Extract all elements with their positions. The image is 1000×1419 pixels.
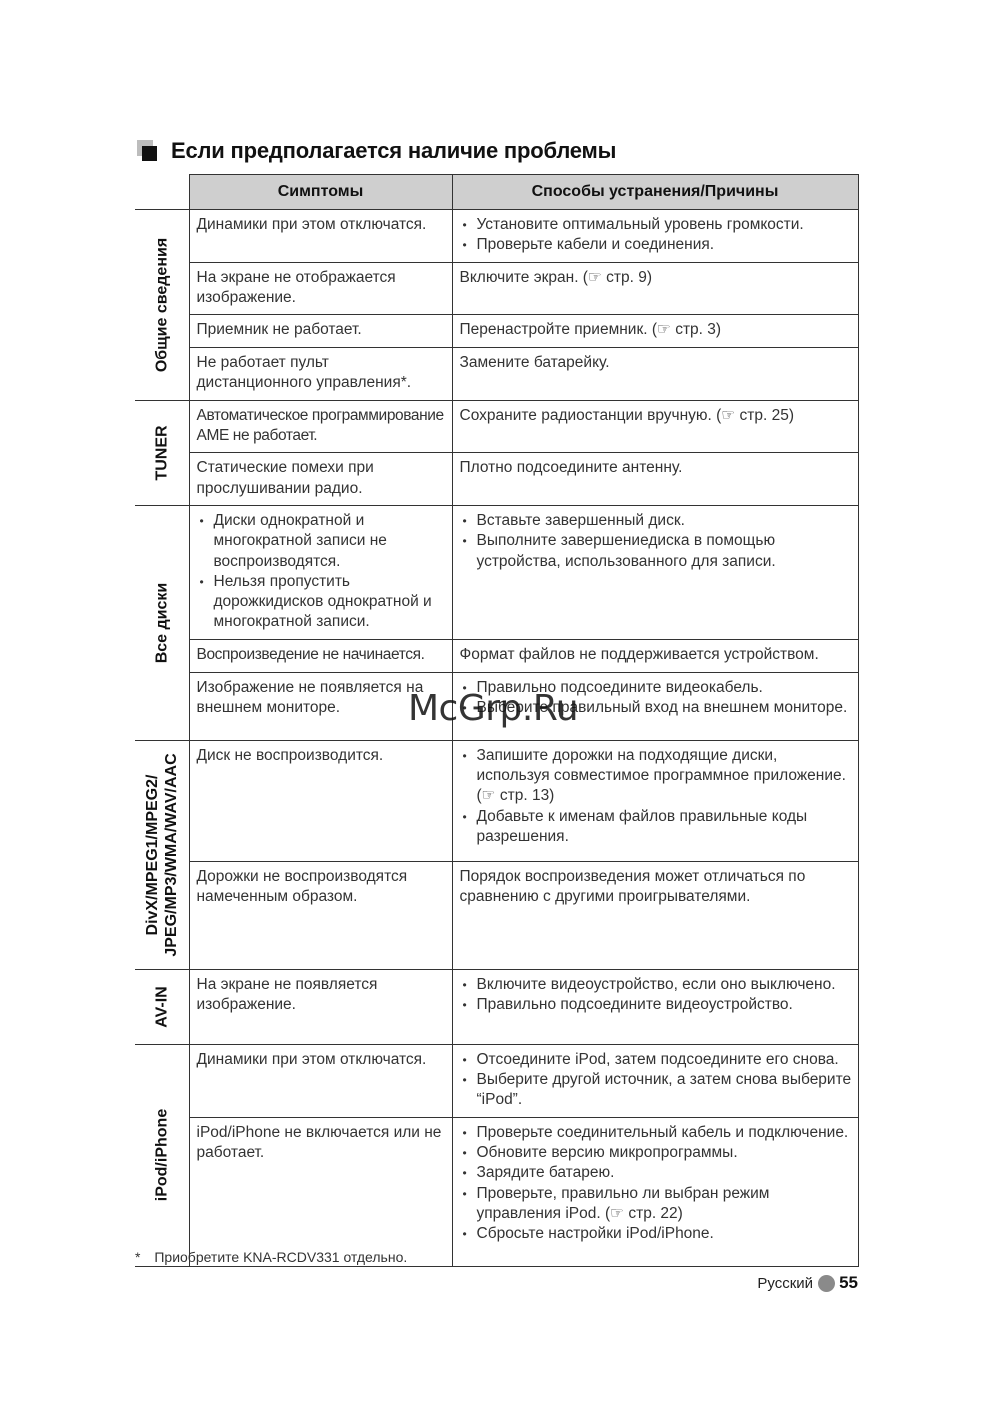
table-row xyxy=(135,740,858,861)
troubleshooting-table xyxy=(135,174,859,1267)
symptom-item: • Диски однократной и многократной записи не воспроизводятся. xyxy=(197,511,446,572)
remedy-item: • Обновите версию микропрограммы. xyxy=(460,1143,852,1163)
table-row xyxy=(135,969,858,1044)
remedy-cell xyxy=(452,1117,858,1266)
table-header-row xyxy=(135,175,858,210)
symptom-cell: iPod/iPhone не включается или не работает. xyxy=(189,1117,452,1266)
symptom-cell: Изображение не появляется на внешнем мониторе. xyxy=(189,672,452,740)
symptom-cell: На экране не появляется изображение. xyxy=(189,969,452,1044)
remedy-item: • Вставьте завершенный диск. xyxy=(460,511,852,531)
symptom-cell: Диск не воспроизводится. xyxy=(189,740,452,861)
remedy-item: • Отсоедините iPod, затем подсоедините его снова. xyxy=(460,1050,852,1070)
category-cell xyxy=(135,400,189,505)
header-remedies: Способы устранения/Причины xyxy=(452,175,858,210)
remedy-cell: Формат файлов не поддерживается устройством. xyxy=(452,639,858,672)
remedy-cell: Порядок воспроизведения может отличаться по сравнению с другими проигрывателями. xyxy=(452,861,858,969)
remedy-item: • Сбросьте настройки iPod/iPhone. xyxy=(460,1224,852,1244)
table-row xyxy=(135,315,858,348)
table-row xyxy=(135,348,858,401)
category-cell xyxy=(135,210,189,401)
remedy-item: • Проверьте соединительный кабель и подключение. xyxy=(460,1123,852,1143)
table-row xyxy=(135,1044,858,1117)
table-row xyxy=(135,639,858,672)
category-label: AV-IN xyxy=(153,986,171,1028)
remedy-item: • Проверьте, правильно ли выбран режим управления iPod. (☞ стр. 22) xyxy=(460,1184,852,1225)
symptom-cell: Автоматическое программирование AME не работает. xyxy=(189,400,452,453)
header-blank-cell xyxy=(135,175,189,210)
remedy-item: • Установите оптимальный уровень громкости. xyxy=(460,215,852,235)
category-label-line: DivX/MPEG1/MPEG2/ xyxy=(143,774,161,936)
symptom-cell: Статические помехи при прослушивании радио. xyxy=(189,453,452,506)
symptom-cell: Динамики при этом отключатся. xyxy=(189,1044,452,1117)
remedy-cell: Замените батарейку. xyxy=(452,348,858,401)
footer-language: Русский xyxy=(757,1274,814,1292)
footnote xyxy=(135,1249,407,1265)
footnote-text: Приобретите KNA-RCDV331 отдельно. xyxy=(154,1249,408,1265)
table-row xyxy=(135,505,858,639)
circle-icon xyxy=(818,1275,835,1292)
remedy-cell xyxy=(452,740,858,861)
symptom-cell: Приемник не работает. xyxy=(189,315,452,348)
remedy-item: • Проверьте кабели и соединения. xyxy=(460,235,852,255)
remedy-item: • Выполните завершениедиска в помощью устройства, использованного для записи. xyxy=(460,531,852,572)
symptom-cell: Не работает пульт дистанционного управления*. xyxy=(189,348,452,401)
category-label xyxy=(143,753,181,956)
symptom-cell: Динамики при этом отключатся. xyxy=(189,210,452,263)
remedy-cell: Перенастройте приемник. (☞ стр. 3) xyxy=(452,315,858,348)
category-label: TUNER xyxy=(153,425,171,481)
category-label: iPod/iPhone xyxy=(153,1108,171,1202)
remedy-item: • Запишите дорожки на подходящие диски, используя совместимое программное приложение. (☞ стр. 13) xyxy=(460,746,852,807)
symptom-item: • Нельзя пропустить дорожкидисков однократной и многократной записи. xyxy=(197,572,446,633)
table-row xyxy=(135,672,858,740)
symptom-cell: Дорожки не воспроизводятся намеченным образом. xyxy=(189,861,452,969)
remedy-cell: Сохраните радиостанции вручную. (☞ стр. 25) xyxy=(452,400,858,453)
symptom-cell xyxy=(189,505,452,639)
table-row xyxy=(135,400,858,453)
remedy-cell xyxy=(452,210,858,263)
remedy-cell xyxy=(452,505,858,639)
category-label: Общие сведения xyxy=(153,237,171,373)
remedy-item: • Правильно подсоедините видеокабель. xyxy=(460,678,852,698)
remedy-item: • Выберите правильный вход на внешнем мониторе. xyxy=(460,698,852,718)
remedy-cell xyxy=(452,969,858,1044)
category-cell xyxy=(135,1044,189,1266)
category-label-line: JPEG/MP3/WMA/WAV/AAC xyxy=(162,753,180,957)
header-symptoms: Симптомы xyxy=(189,175,452,210)
page-footer xyxy=(757,1273,858,1293)
watermark: McGrp.Ru xyxy=(408,688,579,729)
remedy-item: • Выберите другой источник, а затем снова выберите “iPod”. xyxy=(460,1070,852,1111)
symptom-cell: Воспроизведение не начинается. xyxy=(189,639,452,672)
remedy-item: • Добавьте к именам файлов правильные коды разрешения. xyxy=(460,807,852,848)
page-title-block xyxy=(137,138,616,164)
remedy-item: • Включите видеоустройство, если оно выключено. xyxy=(460,975,852,995)
remedy-cell xyxy=(452,672,858,740)
page-number: 55 xyxy=(839,1273,858,1292)
remedy-cell: Плотно подсоедините антенну. xyxy=(452,453,858,506)
footnote-mark: * xyxy=(135,1249,141,1265)
category-cell xyxy=(135,969,189,1044)
remedy-cell: Включите экран. (☞ стр. 9) xyxy=(452,262,858,315)
section-square-icon xyxy=(137,140,159,162)
symptom-cell: На экране не отображается изображение. xyxy=(189,262,452,315)
category-cell xyxy=(135,505,189,740)
table-row xyxy=(135,210,858,263)
category-label: Все диски xyxy=(153,582,171,664)
table-row xyxy=(135,453,858,506)
table-row xyxy=(135,1117,858,1266)
remedy-item: • Зарядите батарею. xyxy=(460,1163,852,1183)
remedy-item: • Правильно подсоедините видеоустройство. xyxy=(460,995,852,1015)
table-row xyxy=(135,262,858,315)
table-row xyxy=(135,861,858,969)
category-cell xyxy=(135,740,189,969)
remedy-cell xyxy=(452,1044,858,1117)
page-title: Если предполагается наличие проблемы xyxy=(171,138,617,163)
